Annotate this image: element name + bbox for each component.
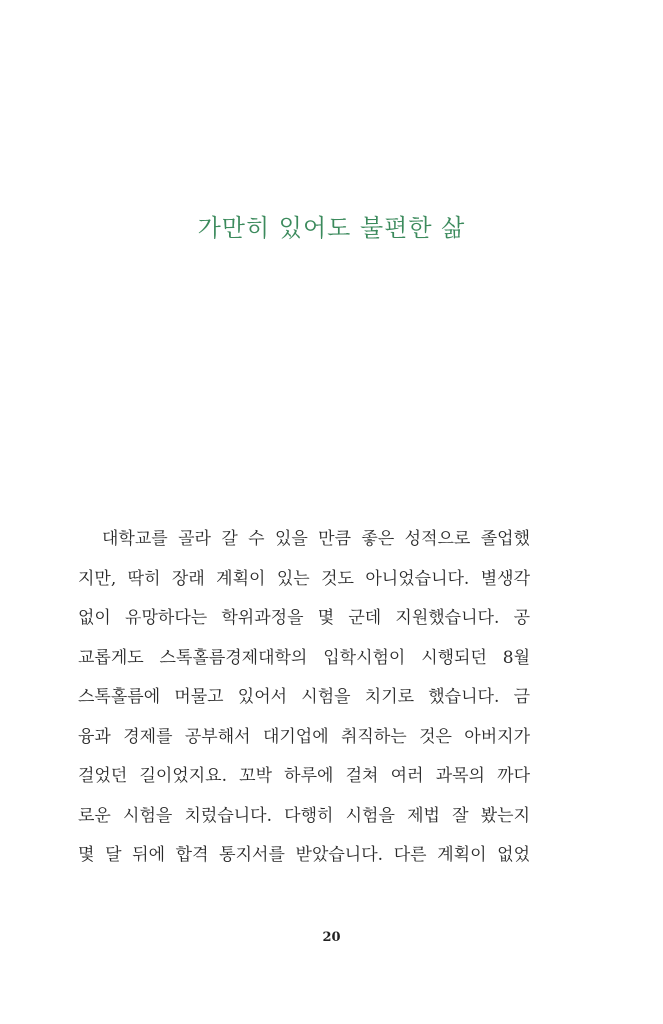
text-line: 없이 유망하다는 학위과정을 몇 군데 지원했습니다. 공 <box>78 608 530 628</box>
body-paragraph <box>78 520 530 876</box>
text-line: 지만, 딱히 장래 계획이 있는 것도 아니었습니다. 별생각 <box>78 568 530 589</box>
text-line: 스톡홀름에 머물고 있어서 시험을 치기로 했습니다. 금 <box>78 687 530 707</box>
text-line: 대학교를 골라 갈 수 있을 만큼 좋은 성적으로 졸업했 <box>102 529 530 549</box>
chapter-title: 가만히 있어도 불편한 삶 <box>197 214 466 242</box>
text-line: 걸었던 길이었지요. 꼬박 하루에 걸쳐 여러 과목의 까다 <box>78 766 530 786</box>
text-line: 몇 달 뒤에 합격 통지서를 받았습니다. 다른 계획이 없었 <box>78 845 530 865</box>
text-line: 융과 경제를 공부해서 대기업에 취직하는 것은 아버지가 <box>78 726 530 747</box>
text-line: 교롭게도 스톡홀름경제대학의 입학시험이 시행되던 8월 <box>78 647 530 668</box>
text-line: 로운 시험을 치렀습니다. 다행히 시험을 제법 잘 봤는지 <box>78 805 530 826</box>
page-number: 20 <box>322 930 341 945</box>
